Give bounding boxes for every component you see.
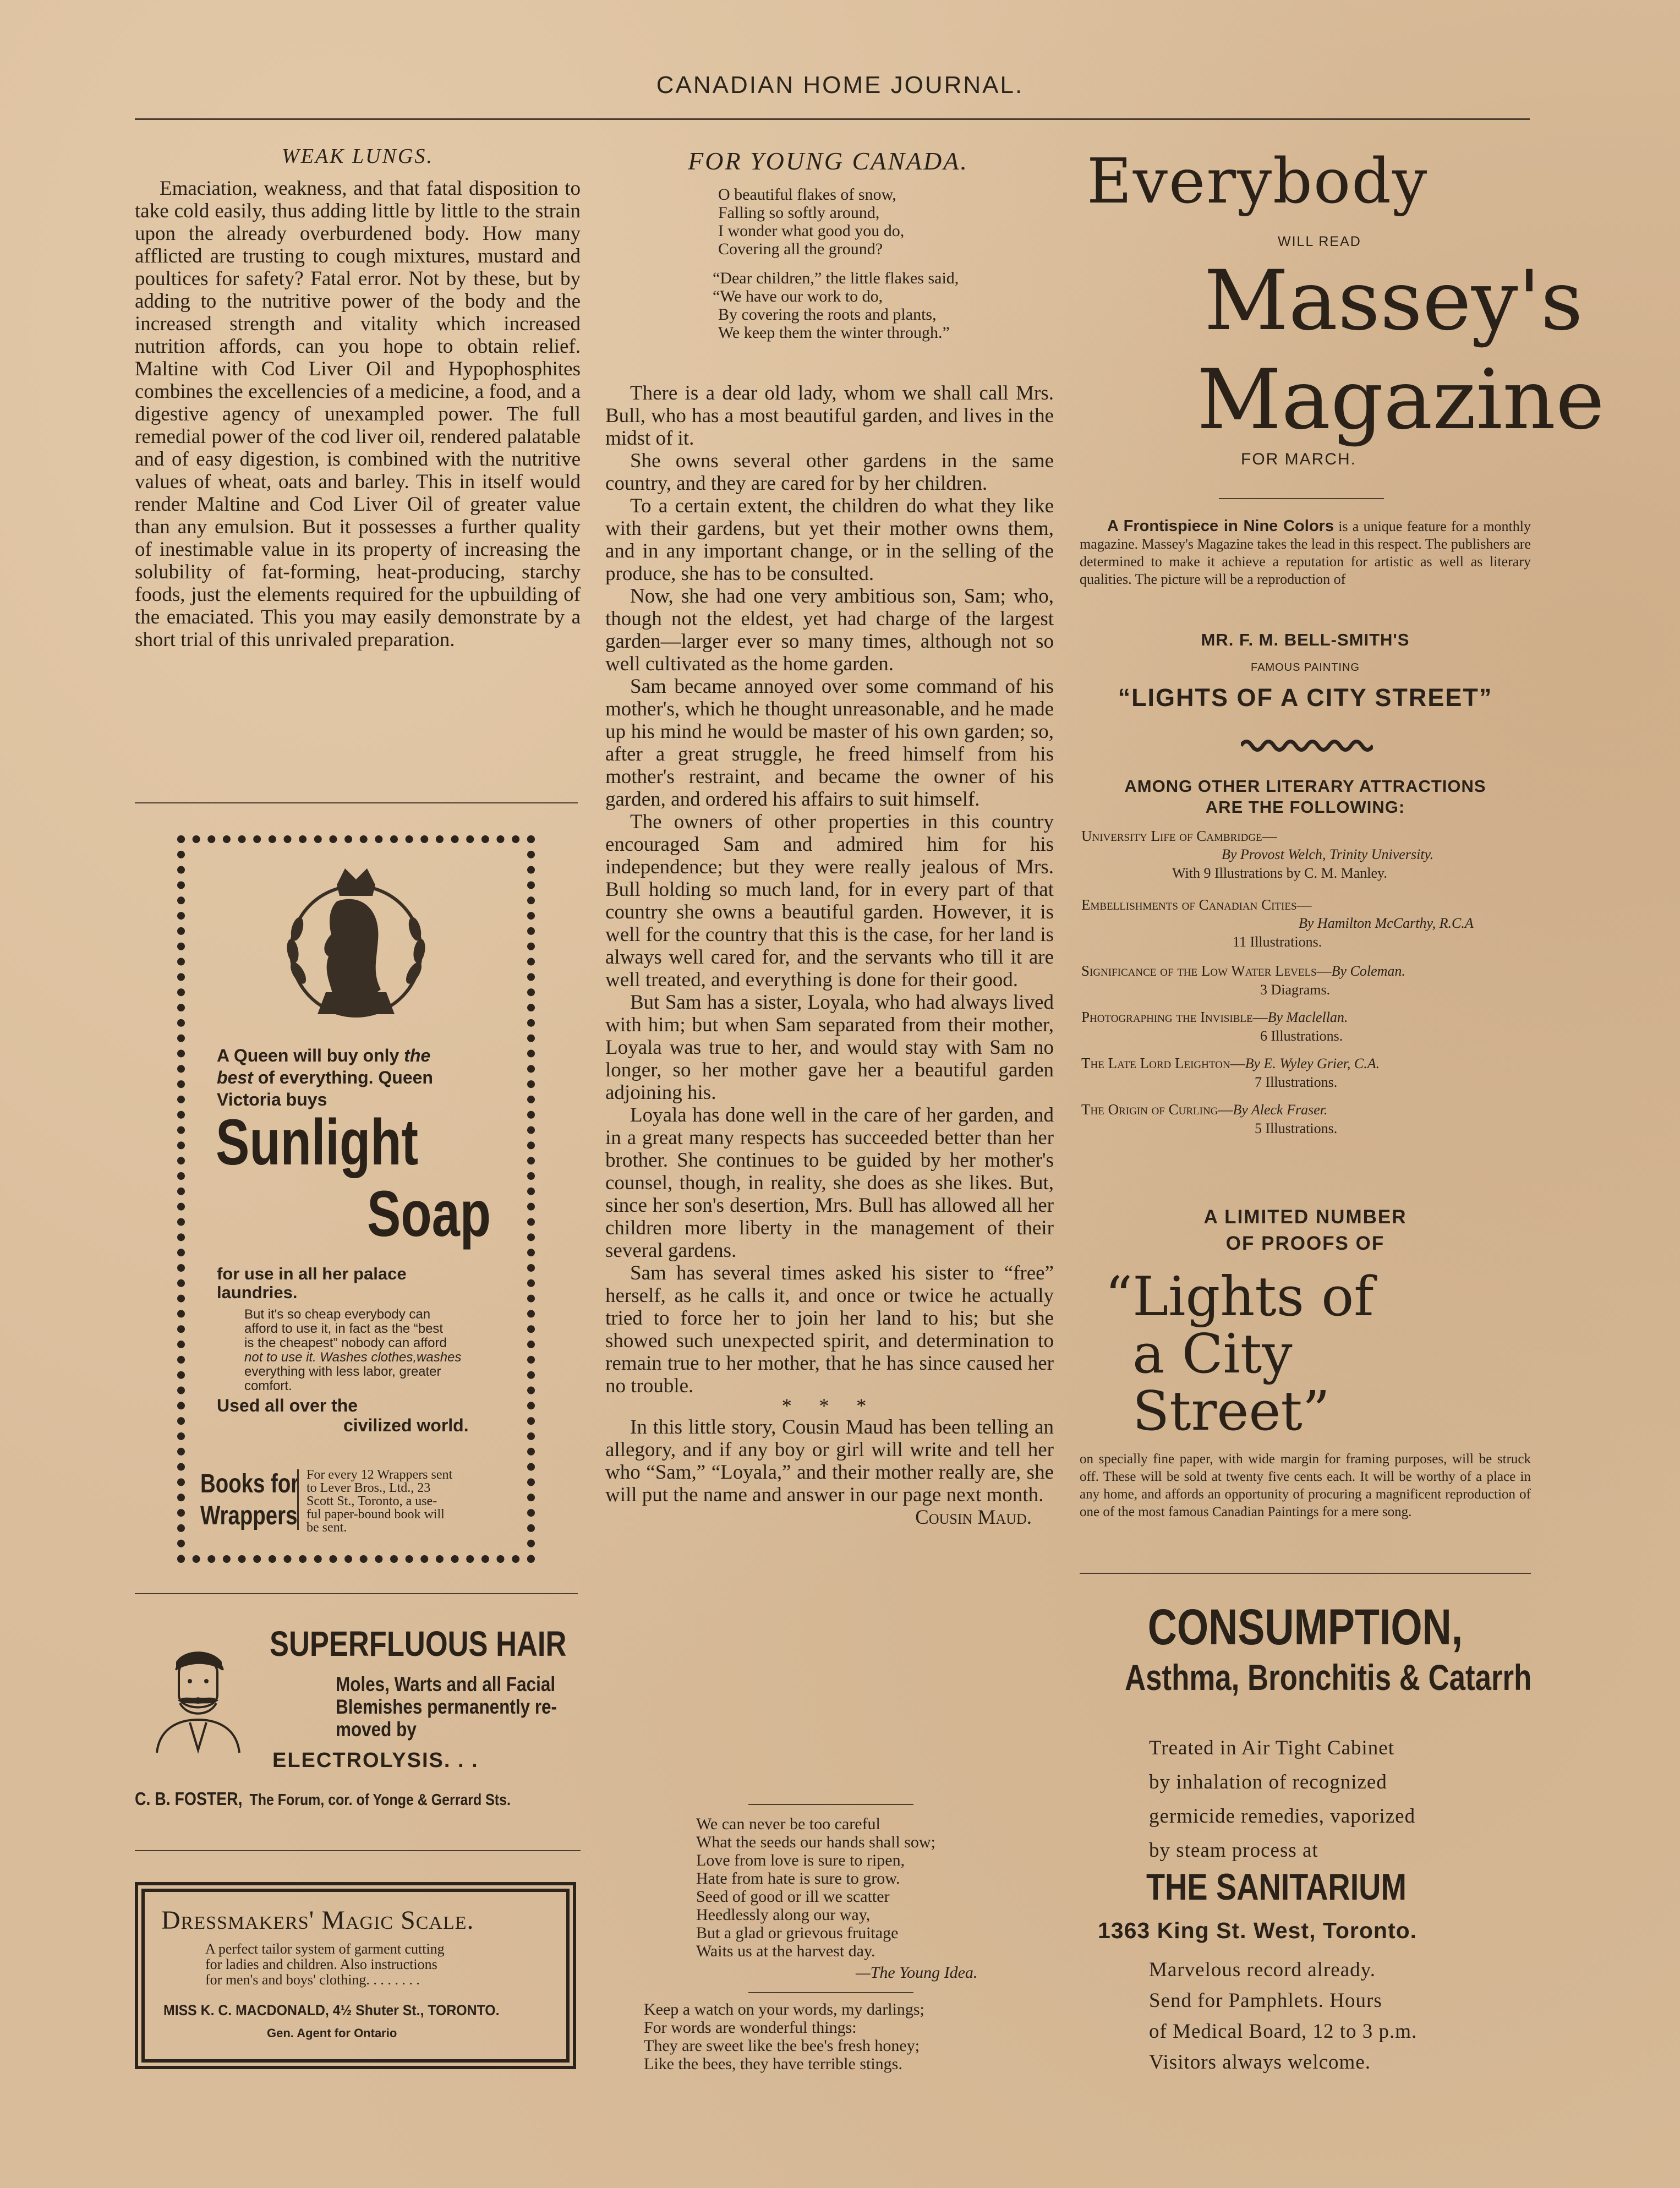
- attractions-list: [1081, 827, 1527, 1146]
- story-closing: In this little story, Cousin Maud has been telling an allegory, and if any boy or girl will write and tell her who “Sam,” “Loyala,” and their mother really are, she will put the name and answer in our page next month.: [605, 1416, 1054, 1506]
- attraction-illustrations: 6 Illustrations.: [1260, 1028, 1343, 1044]
- poem-line: We can never be too careful: [696, 1815, 880, 1833]
- among-line-1: AMONG OTHER LITERARY ATTRACTIONS: [1124, 776, 1486, 796]
- proofs-notice: on specially fine paper, with wide margin for framing purposes, will be struck off. These will be sold at twenty five cents each. It will be worthy of a place in any home, and affords an opportunity of procuring a magnificent reproduction of one of the most famous Canadian Paintings for a mere song.: [1080, 1452, 1531, 1519]
- details-line: Marvelous record already.: [1149, 1959, 1376, 1981]
- cheap-line: is the cheapest” nobody can afford: [244, 1336, 447, 1350]
- story-paragraph: There is a dear old lady, whom we shall call Mrs. Bull, who has a most beautiful garden, and lives in the midst of it.: [605, 382, 1054, 450]
- offer-line: ful paper-bound book will: [307, 1507, 445, 1522]
- details-line: Visitors always welcome.: [1149, 2051, 1371, 2074]
- poem-line: Keep a watch on your words, my darlings;: [644, 2000, 924, 2019]
- queen-line-2-italic: best: [217, 1068, 253, 1087]
- poem-line: Heedlessly along our way,: [696, 1906, 871, 1924]
- attraction-author: By Maclellan.: [1267, 1009, 1348, 1025]
- cheap-line: But it's so cheap everybody can: [244, 1307, 431, 1322]
- use-line-2: laundries.: [217, 1283, 298, 1302]
- dress-name: MISS K. C. MACDONALD, 4½ Shuter St., TORONTO.: [163, 2002, 500, 2019]
- poem-line: Love from love is sure to ripen,: [696, 1851, 905, 1869]
- poem-line: By covering the roots and plants,: [718, 305, 937, 324]
- divider: [1080, 1573, 1531, 1574]
- script-line-2: a City: [1132, 1323, 1293, 1386]
- poem-line: What the seeds our hands shall sow;: [696, 1833, 935, 1851]
- divider: [748, 1804, 913, 1805]
- cheap-line: afford to use it, in fact as the “best: [244, 1321, 444, 1336]
- attraction-item: [1081, 961, 1527, 1008]
- snow-poem: [713, 185, 959, 342]
- poem-line: Falling so softly around,: [718, 204, 880, 222]
- gentleman-portrait-icon: [146, 1640, 250, 1755]
- frontispiece-bold: A Frontispiece in Nine Colors: [1107, 517, 1334, 535]
- poem-line: Covering all the ground?: [718, 240, 883, 258]
- dress-desc-line: for men's and boys' clothing. . . . . . . .: [205, 1972, 420, 1988]
- hair-subtitle: [336, 1673, 557, 1741]
- attraction-title: Embellishments of Canadian Cities—: [1081, 896, 1312, 913]
- divider: [135, 1850, 581, 1851]
- attraction-illustrations: 11 Illustrations.: [1233, 934, 1322, 950]
- wavy-ornament-icon: [1241, 737, 1373, 754]
- books-line-1: Books for: [200, 1469, 299, 1498]
- poem-line: They are sweet like the bee's fresh honey;: [644, 2037, 920, 2055]
- masthead: CANADIAN HOME JOURNAL.: [656, 72, 1024, 99]
- offer-line: For every 12 Wrappers sent: [307, 1468, 453, 1482]
- young-canada-title: FOR YOUNG CANADA.: [688, 147, 968, 175]
- painting-title: “LIGHTS OF A CITY STREET”: [1118, 683, 1493, 712]
- cheap-line: everything with less labor, greater: [244, 1364, 441, 1379]
- masthead-rule: [135, 118, 1530, 120]
- offer-divider: [297, 1469, 299, 1530]
- section-stars: * * *: [781, 1395, 878, 1418]
- frontispiece-notice: [1080, 517, 1531, 588]
- story-paragraph: Sam has several times asked his sister to “free” herself, as he calls it, and once or twice he actually tried to force her to join her land to his; but she showed such unexpected spirit, and determination to remain true to her mother, that he has since caused her no trouble.: [605, 1262, 1054, 1397]
- dress-desc-line: for ladies and children. Also instructions: [205, 1956, 437, 1972]
- sanitarium-details: [1149, 1955, 1417, 2078]
- divider: [748, 1992, 913, 1993]
- attraction-author: By Aleck Fraser.: [1233, 1102, 1328, 1118]
- story-paragraph: Sam became annoyed over some command of his mother's, which he thought unreasonable, and he made up his mind he would be master of his own garden; so, after a great struggle, he freed himself from his mother's restraint, and became the owner of his garden, and ordered his affairs to suit himself.: [605, 675, 1054, 811]
- attraction-title: The Origin of Curling—: [1081, 1101, 1233, 1118]
- hair-title: SUPERFLUOUS HAIR: [270, 1624, 567, 1664]
- books-line-2: Wrappers: [200, 1501, 298, 1530]
- poem-line: For words are wonderful things:: [644, 2019, 857, 2037]
- allegory-article: [605, 382, 1054, 1529]
- poem-line: “We have our work to do,: [713, 287, 883, 305]
- cousin-maud-signature: Cousin Maud.: [915, 1506, 1032, 1529]
- poem-line: Like the bees, they have terrible stings.: [644, 2055, 902, 2073]
- treatment-line: by steam process at: [1149, 1839, 1318, 1862]
- poem-line: Hate from hate is sure to grow.: [696, 1869, 900, 1888]
- queen-line-3: Victoria buys: [217, 1090, 327, 1109]
- hair-sub-line: Moles, Warts and all Facial: [336, 1673, 556, 1695]
- cheap-copy: [217, 1308, 508, 1393]
- attraction-illustrations: 7 Illustrations.: [1255, 1074, 1338, 1090]
- attraction-author: By Coleman.: [1331, 963, 1405, 979]
- cheap-line: not to use it. Washes clothes,washes: [244, 1350, 462, 1365]
- foster-name: C. B. FOSTER,: [135, 1788, 243, 1809]
- frontispiece-text: is a unique feature for a monthly magazine. Massey's Magazine takes the lead in this respect. The publishers are determined to make it achieve a reputation for artistic as well as literary qualities. The picture will be a reproduction of: [1080, 518, 1531, 587]
- attraction-item: [1081, 1054, 1527, 1100]
- everybody-heading: Everybody: [1087, 146, 1429, 217]
- used-line-1: Used all over the: [217, 1396, 358, 1415]
- weak-lungs-body: Emaciation, weakness, and that fatal disposition to take cold easily, thus adding little by little to the strain upon the already overburdened body. How many afflicted are trusting to cough mixtures, mustard and poultices for safety? Fatal error. Not by these, but by adding to the nutritive power of the body and the increased strength and vitality which increased nutrition affords, can you hope to obtain relief. Maltine with Cod Liver Oil and Hypophosphites combines the excellencies of a medicine, a food, and a digestive agency of unexampled power. The full remedial power of the cod liver oil, rendered palatable and of easy digestion, is combined with the nutritive values of wheat, oats and barley. This in itself would render Maltine and Cod Liver Oil of greater value than any emulsion. But it possesses a further quality of inestimable value in its property of increasing the solubility of fat-forming, heat-producing, starchy foods, just the elements required for the upbuilding of the emaciated. This you may easily demonstrate by a short trial of this unrivaled preparation.: [135, 177, 581, 651]
- palace-copy: [217, 1265, 407, 1302]
- poem-line: Waits us at the harvest day.: [696, 1942, 875, 1960]
- attraction-illustrations: 3 Diagrams.: [1260, 982, 1331, 998]
- superfluous-hair-ad: [135, 1618, 581, 1827]
- story-paragraph: But Sam has a sister, Loyala, who had always lived with him; but when Sam separated from their mother, Loyala was true to her, and would stay with Sam no longer, so her mother gave her a beautiful garden adjoining his.: [605, 991, 1054, 1104]
- queen-line-1: A Queen will buy only: [217, 1046, 404, 1065]
- consumption-subtitle: Asthma, Bronchitis & Catarrh: [1125, 1657, 1532, 1698]
- attraction-item: [1081, 827, 1527, 895]
- attraction-item: [1081, 1100, 1527, 1146]
- artist-name: MR. F. M. BELL-SMITH'S: [1201, 630, 1410, 649]
- limited-line-2: OF PROOFS OF: [1225, 1233, 1385, 1254]
- divider: [135, 802, 578, 803]
- foster-address: The Forum, cor. of Yonge & Gerrard Sts.: [249, 1791, 511, 1809]
- offer-line: to Lever Bros., Ltd., 23: [307, 1481, 431, 1495]
- poem-line: O beautiful flakes of snow,: [718, 185, 896, 204]
- attraction-illustrations: With 9 Illustrations by C. M. Manley.: [1172, 865, 1387, 881]
- sunlight-brand: Sunlight: [216, 1106, 419, 1179]
- sanitarium-address: 1363 King St. West, Toronto.: [1098, 1918, 1418, 1943]
- hair-address-line: [135, 1788, 511, 1809]
- electrolysis: ELECTROLYSIS. . .: [272, 1749, 479, 1772]
- magazine-name: Magazine: [1197, 352, 1605, 448]
- weak-lungs-article: [135, 177, 581, 651]
- dress-desc-line: A perfect tailor system of garment cutting: [205, 1941, 445, 1957]
- story-paragraph: To a certain extent, the children do what they like with their gardens, but yet their mother owns them, and in any important change, or in the selling of the produce, she has to be consulted.: [605, 495, 1054, 585]
- attraction-item: [1081, 1008, 1527, 1054]
- attraction-title: Photographing the Invisible—: [1081, 1009, 1268, 1025]
- used-copy: [217, 1396, 469, 1435]
- poem-line: We keep them the winter through.”: [718, 324, 950, 342]
- script-line-1: “Lights of: [1105, 1266, 1374, 1328]
- dress-agent: Gen. Agent for Ontario: [267, 2026, 397, 2040]
- famous-painting: FAMOUS PAINTING: [1251, 661, 1360, 674]
- story-paragraph: Loyala has done well in the care of her garden, and in a great many respects has succeeded better than her brother. She continues to be guided by her mother's counsel, though, in reality, she does as she likes. But, since her son's desertion, Mrs. Bull has allowed all her children more liberty in the management of their several gardens.: [605, 1104, 1054, 1262]
- story-paragraph: She owns several other gardens in the same country, and they are cared for by her children.: [605, 450, 1054, 495]
- dress-title: Dressmakers' Magic Scale.: [161, 1906, 474, 1935]
- attraction-title: Significance of the Low Water Levels—: [1081, 962, 1332, 979]
- seeds-poem: [696, 1815, 935, 1960]
- for-march: FOR MARCH.: [1241, 450, 1356, 468]
- limited-heading: [1080, 1204, 1531, 1257]
- divider: [1219, 498, 1384, 499]
- words-poem: [644, 2000, 924, 2073]
- poem-line: Seed of good or ill we scatter: [696, 1888, 890, 1906]
- dress-desc: [205, 1941, 445, 1988]
- dressmakers-ad: [135, 1882, 576, 2069]
- offer-line: Scott St., Toronto, a use-: [307, 1494, 437, 1508]
- consumption-title: CONSUMPTION,: [1147, 1599, 1463, 1655]
- among-line-2: ARE THE FOLLOWING:: [1205, 797, 1405, 817]
- attraction-item: [1081, 895, 1527, 961]
- attraction-author: By E. Wyley Grier, C.A.: [1245, 1055, 1380, 1071]
- poem-line: I wonder what good you do,: [718, 222, 905, 240]
- poem-line: “Dear children,” the little flakes said,: [713, 269, 959, 287]
- details-line: of Medical Board, 12 to 3 p.m.: [1149, 2020, 1418, 2043]
- details-line: Send for Pamphlets. Hours: [1149, 1989, 1382, 2012]
- script-title: [1105, 1266, 1374, 1443]
- sunlight-soap-ad: [177, 835, 535, 1563]
- limited-line-1: A LIMITED NUMBER: [1203, 1206, 1407, 1228]
- sanitarium-name: THE SANITARIUM: [1146, 1866, 1407, 1908]
- attraction-title: University Life of Cambridge—: [1081, 828, 1277, 844]
- queen-line-1-italic: the: [404, 1046, 431, 1065]
- offer-copy: [307, 1468, 516, 1534]
- treatment-copy: [1149, 1731, 1415, 1868]
- massey-name: Massey's: [1204, 253, 1583, 349]
- offer-line: be sent.: [307, 1520, 347, 1535]
- story-paragraph: Now, she had one very ambitious son, Sam; who, though not the eldest, yet had charge of the largest garden—larger ever so many times, although not so well cultivated as the home garden.: [605, 585, 1054, 675]
- treatment-line: by inhalation of recognized: [1149, 1771, 1387, 1793]
- treatment-line: germicide remedies, vaporized: [1149, 1805, 1416, 1828]
- seeds-poem-credit: —The Young Idea.: [856, 1963, 978, 1982]
- queen-copy: [217, 1044, 503, 1111]
- attraction-author: By Hamilton McCarthy, R.C.A: [1299, 915, 1474, 931]
- treatment-line: Treated in Air Tight Cabinet: [1149, 1737, 1395, 1759]
- among-heading: [1080, 776, 1531, 818]
- hair-sub-line: Blemishes permanently re-: [336, 1695, 557, 1718]
- poem-line: But a glad or grievous fruitage: [696, 1924, 899, 1942]
- queen-line-2: of everything. Queen: [253, 1068, 433, 1087]
- use-line-1: for use in all her palace: [217, 1264, 407, 1283]
- queen-victoria-cameo-icon: [276, 863, 436, 1028]
- will-read: WILL READ: [1278, 234, 1361, 249]
- consumption-ad: [1080, 1599, 1531, 1698]
- script-line-3: Street”: [1132, 1380, 1330, 1443]
- soap-brand: Soap: [367, 1178, 491, 1250]
- hair-sub-line: moved by: [336, 1718, 417, 1741]
- divider: [135, 1593, 578, 1594]
- used-line-2: civilized world.: [343, 1415, 469, 1435]
- books-for-wrappers: [200, 1468, 299, 1532]
- story-paragraph: The owners of other properties in this country encouraged Sam and admired him for his independence; but they were really jealous of Mrs. Bull holding so much land, for in every part of that country she owns a beautiful garden. However, it is well for the country that this is the case, for her land is always well cared for, and the servants who till it are well treated, and everything is done for their good.: [605, 811, 1054, 991]
- weak-lungs-title: WEAK LUNGS.: [282, 145, 434, 168]
- attraction-author: By Provost Welch, Trinity University.: [1222, 846, 1434, 862]
- cheap-line: comfort.: [244, 1379, 292, 1393]
- attraction-title: The Late Lord Leighton—: [1081, 1055, 1245, 1071]
- attraction-illustrations: 5 Illustrations.: [1255, 1120, 1338, 1136]
